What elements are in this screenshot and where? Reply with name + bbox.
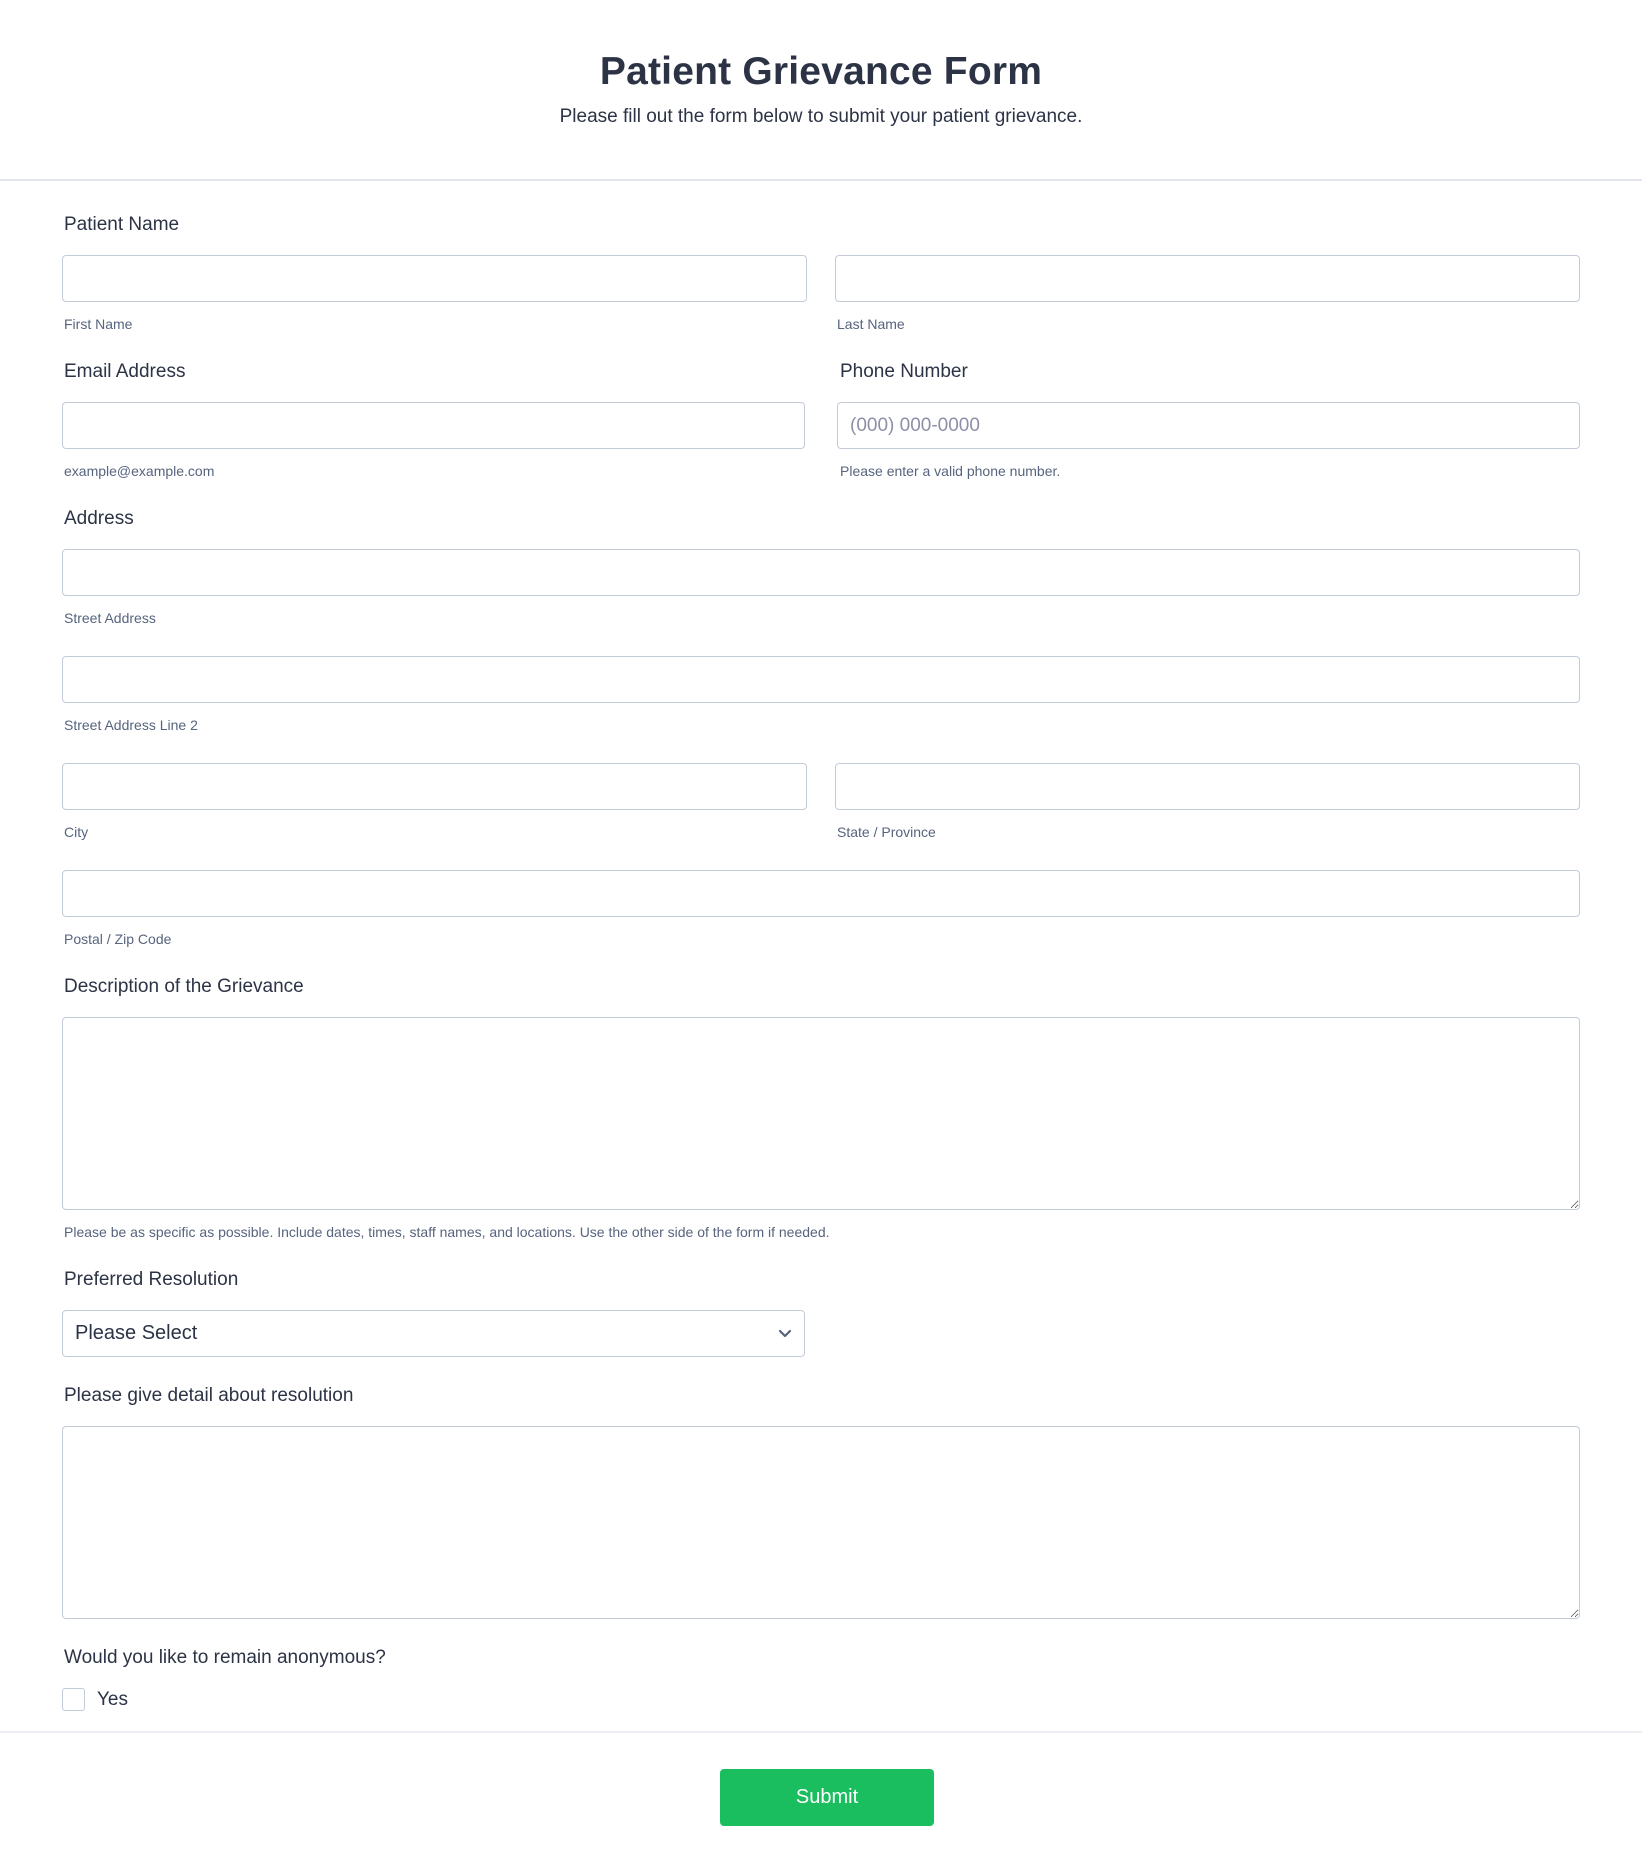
address-label: Address: [64, 508, 134, 529]
zip-code-sublabel: Postal / Zip Code: [64, 931, 172, 947]
zip-code-input[interactable]: [62, 870, 1580, 917]
street-address-sublabel: Street Address: [64, 610, 156, 626]
anonymous-label: Would you like to remain anonymous?: [64, 1647, 386, 1668]
phone-sublabel: Please enter a valid phone number.: [840, 463, 1061, 479]
resolution-detail-textarea[interactable]: [62, 1426, 1580, 1619]
patient-name-label: Patient Name: [64, 214, 180, 235]
state-input[interactable]: [835, 763, 1580, 810]
email-sublabel: example@example.com: [64, 463, 215, 479]
submit-button[interactable]: Submit: [720, 1769, 934, 1826]
first-name-sublabel: First Name: [64, 316, 133, 332]
anonymous-yes-checkbox[interactable]: [62, 1688, 85, 1711]
anonymous-yes-label: Yes: [97, 1688, 128, 1710]
street-address-input[interactable]: [62, 549, 1580, 596]
description-label: Description of the Grievance: [64, 976, 304, 997]
last-name-input[interactable]: [835, 255, 1580, 302]
resolution-detail-label: Please give detail about resolution: [64, 1385, 354, 1406]
phone-label: Phone Number: [840, 361, 968, 382]
preferred-resolution-label: Preferred Resolution: [64, 1269, 239, 1290]
last-name-sublabel: Last Name: [837, 316, 905, 332]
email-label: Email Address: [64, 361, 186, 382]
form-header: [0, 0, 1642, 181]
anonymous-yes-option[interactable]: [62, 1688, 128, 1711]
state-sublabel: State / Province: [837, 824, 936, 840]
first-name-input[interactable]: [62, 255, 807, 302]
street-address-line2-input[interactable]: [62, 656, 1580, 703]
email-input[interactable]: [62, 402, 805, 449]
preferred-resolution-value: Please Select: [75, 1322, 198, 1344]
city-input[interactable]: [62, 763, 807, 810]
phone-input[interactable]: [837, 402, 1580, 449]
city-sublabel: City: [64, 824, 89, 840]
description-textarea[interactable]: [62, 1017, 1580, 1210]
preferred-resolution-select[interactable]: [62, 1310, 805, 1357]
chevron-down-icon: [778, 1327, 792, 1341]
description-sublabel: Please be as specific as possible. Include dates, times, staff names, and locations. Use the other side of the form if needed.: [64, 1224, 830, 1240]
footer-divider: [0, 1731, 1642, 1733]
form-subtitle: Please fill out the form below to submit your patient grievance.: [559, 106, 1083, 127]
form-title: Patient Grievance Form: [599, 50, 1043, 93]
street-address-line2-sublabel: Street Address Line 2: [64, 717, 198, 733]
